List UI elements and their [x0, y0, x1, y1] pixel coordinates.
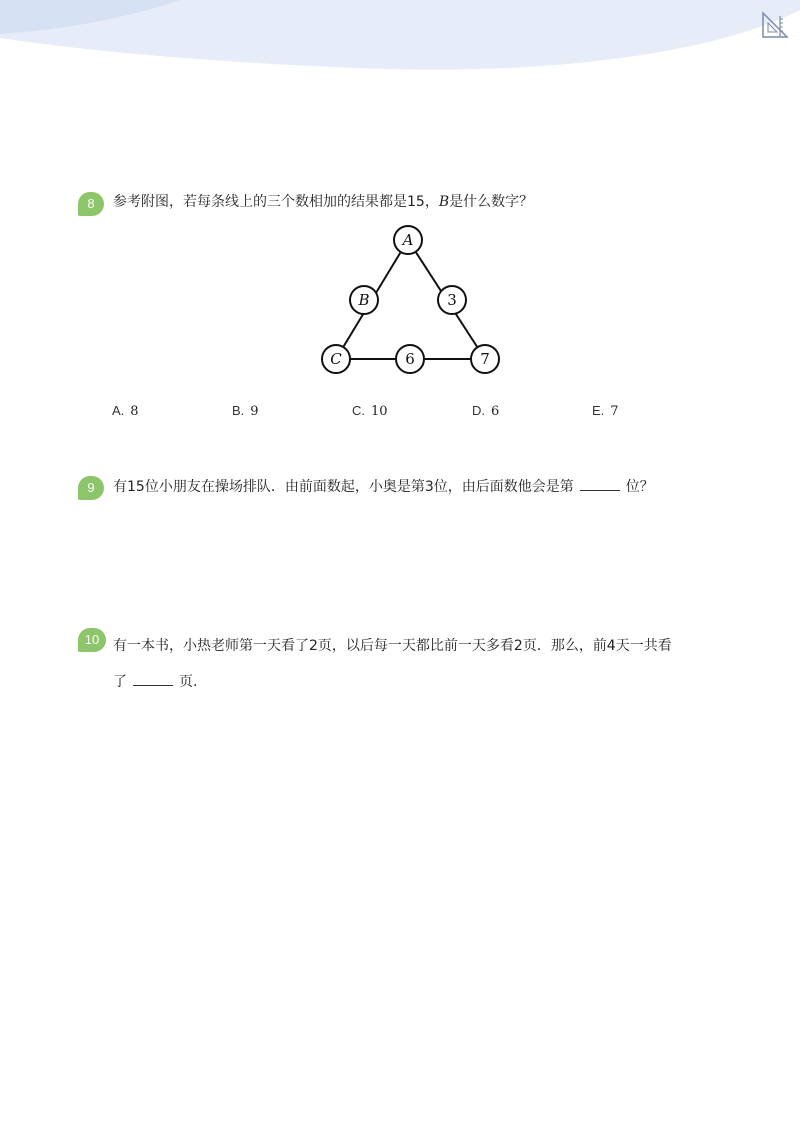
- option-letter: C.: [352, 403, 365, 418]
- question-text-part: 有15位小朋友在操场排队．由前面数起，小奥是第3位，由后面数他会是第: [113, 479, 574, 495]
- option-letter: B.: [232, 403, 245, 418]
- question-text-part: 页.: [179, 674, 198, 690]
- answer-blank[interactable]: [580, 476, 620, 491]
- option-letter: E.: [592, 403, 605, 418]
- question-text-line: [113, 664, 718, 700]
- option-value: 7: [610, 404, 619, 419]
- question-text: [113, 628, 718, 700]
- node-label-right-mid: 3: [447, 291, 457, 309]
- option-value: 6: [491, 404, 500, 419]
- header-band: [0, 0, 800, 80]
- question-variable: B: [438, 194, 450, 210]
- answer-blank[interactable]: [133, 671, 173, 686]
- node-label-top: A: [402, 231, 414, 249]
- option-e[interactable]: [592, 403, 619, 419]
- question-text-part: 位？: [625, 479, 654, 495]
- option-a[interactable]: [112, 403, 139, 419]
- option-value: 9: [250, 404, 259, 419]
- option-letter: A.: [112, 403, 125, 418]
- option-value: 8: [130, 404, 139, 419]
- question-text-part: 参考附图，若每条线上的三个数相加的结果都是15，: [113, 194, 439, 210]
- question-number-badge: 10: [78, 628, 106, 652]
- option-d[interactable]: [472, 403, 499, 419]
- option-value: 10: [371, 404, 388, 419]
- node-label-bottom-right: 7: [480, 350, 490, 368]
- answer-options: [112, 403, 672, 423]
- question-text-part: 了: [113, 674, 127, 690]
- question-text-line: 有一本书，小热老师第一天看了2页，以后每一天都比前一天多看2页．那么，前4天一共看: [113, 638, 672, 654]
- triangle-diagram: [312, 222, 512, 382]
- ruler-triangle-logo-icon: [760, 10, 790, 40]
- node-label-bottom-mid: 6: [405, 350, 415, 368]
- question-9: [78, 476, 718, 497]
- option-letter: D.: [472, 403, 485, 418]
- option-b[interactable]: [232, 403, 259, 419]
- question-8: [78, 192, 718, 212]
- node-label-left-mid: B: [358, 291, 370, 309]
- question-number-badge: 9: [78, 476, 104, 500]
- question-number-badge: 8: [78, 192, 104, 216]
- question-text: [113, 192, 718, 212]
- question-10: [78, 628, 718, 700]
- option-c[interactable]: [352, 403, 388, 419]
- node-label-bottom-left: C: [330, 350, 342, 368]
- question-text-part: 是什么数字？: [449, 194, 534, 210]
- question-text: [113, 476, 718, 497]
